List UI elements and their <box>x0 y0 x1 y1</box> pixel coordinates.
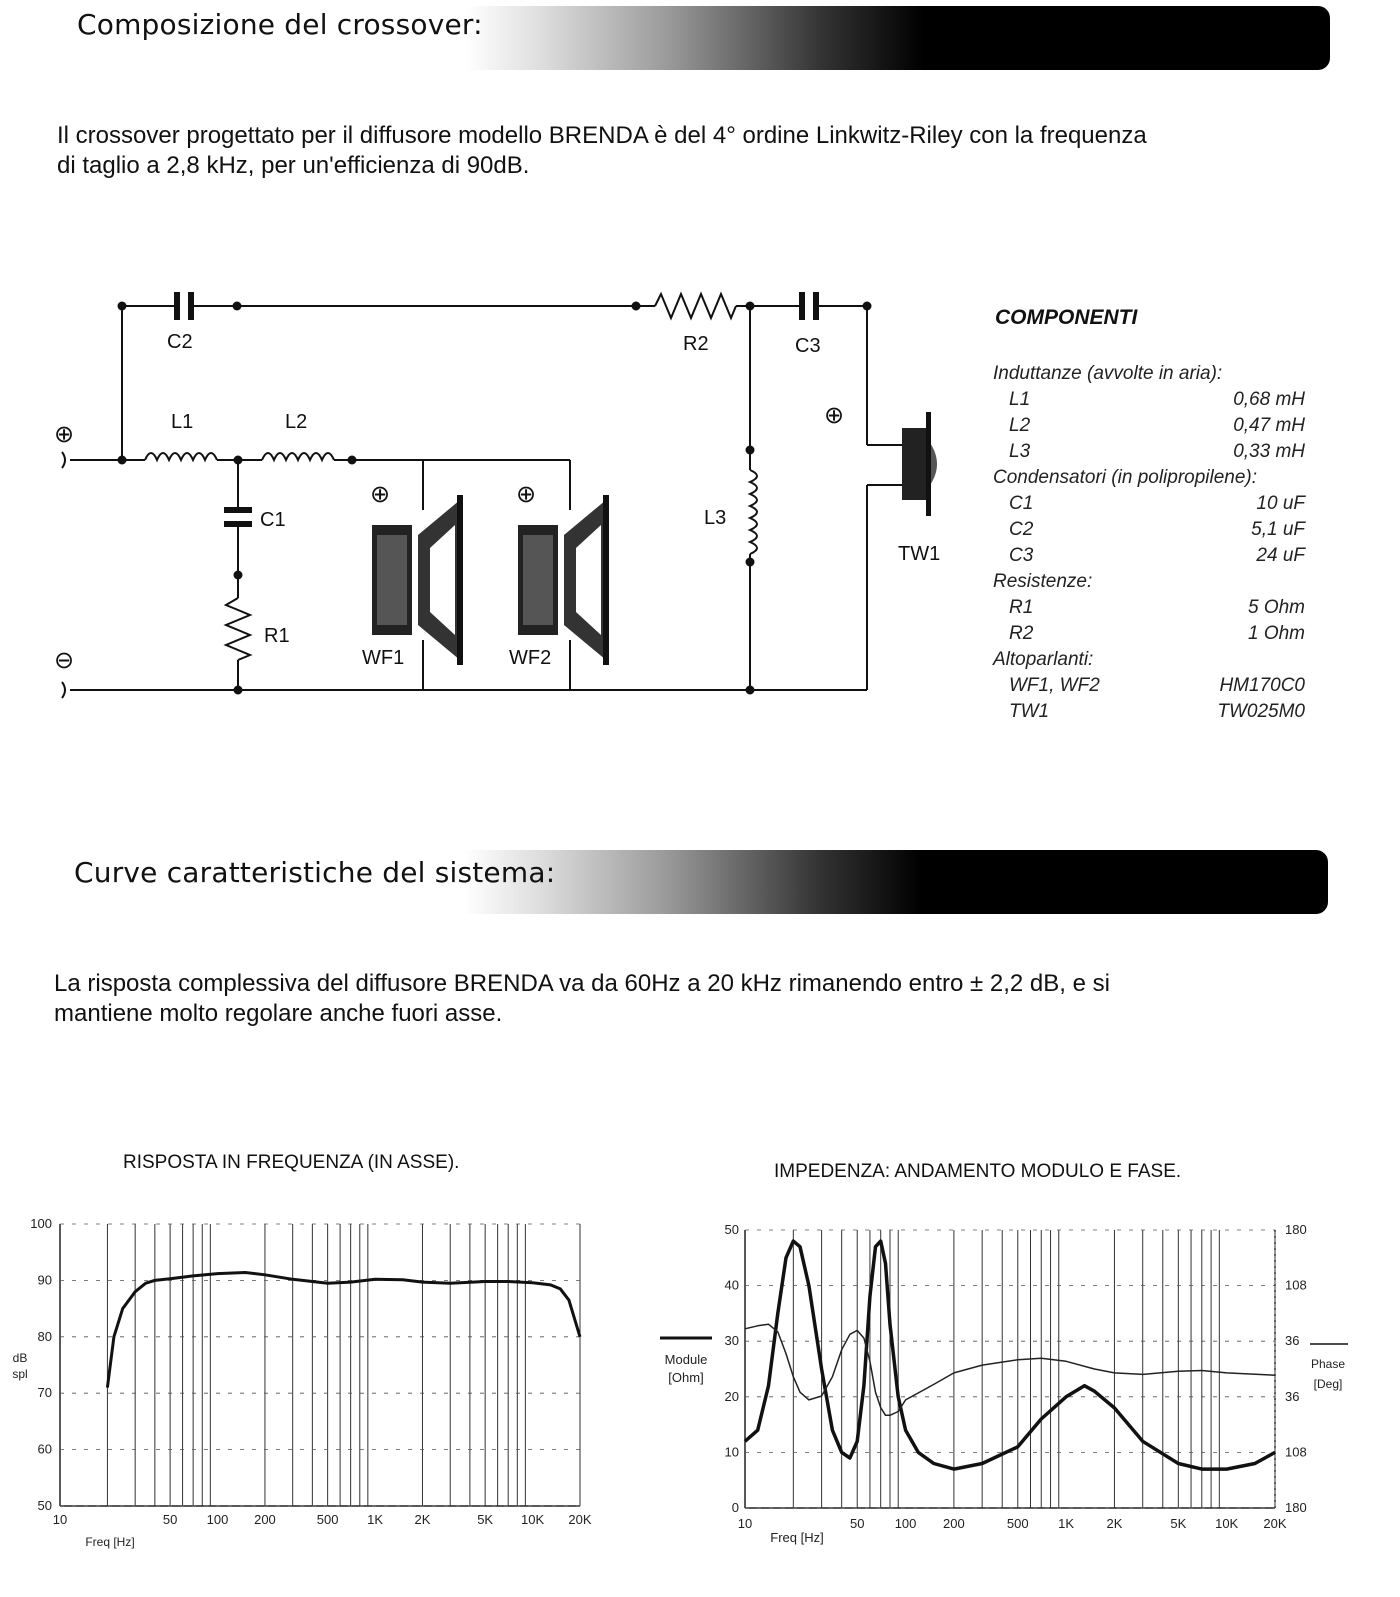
component-name: Altoparlanti: <box>993 649 1094 670</box>
component-row <box>993 491 1305 517</box>
curves-description: La risposta complessiva del diffusore BRENDA va da 60Hz a 20 kHz rimanendo entro ± 2,2 dB, e si mantiene molto regolare anche fuori asse. <box>54 970 1110 1027</box>
x-tick-label: 5K <box>477 1512 494 1527</box>
label-l1: L1 <box>171 411 194 433</box>
plus-tw1-icon: ⊕ <box>824 402 845 429</box>
y-tick-label: 70 <box>37 1385 52 1401</box>
plus-wf2-icon: ⊕ <box>516 481 537 508</box>
x-tick-label: 500 <box>1006 1516 1029 1531</box>
component-row <box>993 439 1305 465</box>
label-r1: R1 <box>264 625 290 647</box>
component-value: 5,1 uF <box>1251 519 1305 540</box>
woofer-wf2-icon <box>518 495 609 665</box>
component-value: TW025M0 <box>1217 701 1305 722</box>
impedance-chart <box>650 1210 1370 1590</box>
x-tick-label: 20K <box>1263 1516 1287 1531</box>
phase-series-line <box>745 1324 1275 1415</box>
x-tick-label: 200 <box>254 1512 276 1527</box>
component-value: 1 Ohm <box>1247 623 1305 644</box>
component-name: R1 <box>1009 597 1034 618</box>
component-name: L2 <box>1009 415 1031 436</box>
y-right-tick-label: 36 <box>1285 1333 1300 1349</box>
component-group-header <box>993 569 1305 595</box>
component-name: TW1 <box>1009 701 1050 722</box>
woofer-wf1-icon <box>372 495 463 665</box>
components-title: COMPONENTI <box>995 306 1138 329</box>
component-name: Condensatori (in polipropilene): <box>993 467 1258 488</box>
x-tick-label: 10K <box>1215 1516 1239 1531</box>
y-left-tick-label: 20 <box>724 1388 739 1404</box>
y-right-tick-label: 36 <box>1285 1388 1300 1404</box>
y-tick-label: 60 <box>37 1441 52 1457</box>
component-group-header <box>993 361 1305 387</box>
component-value: HM170C0 <box>1219 675 1305 696</box>
x-tick-label: 20K <box>568 1512 592 1527</box>
x-tick-label: 2K <box>1106 1516 1123 1531</box>
frequency-response-chart <box>0 1210 600 1590</box>
label-c3: C3 <box>795 335 821 357</box>
component-group-header <box>993 647 1305 673</box>
y-right-tick-label: 180 <box>1285 1222 1307 1237</box>
component-name: L1 <box>1009 389 1031 410</box>
y-right-tick-label: 180 <box>1285 1500 1307 1515</box>
y-tick-label: 80 <box>37 1328 52 1344</box>
component-row <box>993 621 1305 647</box>
component-row <box>993 699 1305 725</box>
label-c1: C1 <box>260 509 286 531</box>
crossover-description: Il crossover progettato per il diffusore modello BRENDA è del 4° ordine Linkwitz-Riley con la frequenza di taglio a 2,8 kHz, per un'efficienza di 90dB. <box>57 122 1147 179</box>
component-row <box>993 413 1305 439</box>
label-wf2: WF2 <box>509 647 552 669</box>
component-row <box>993 595 1305 621</box>
y-left-tick-label: 50 <box>724 1222 739 1237</box>
component-value: 5 Ohm <box>1247 597 1305 618</box>
y-right-axis-label: Phase <box>1310 1357 1346 1371</box>
y-tick-label: 90 <box>37 1272 52 1288</box>
y-left-tick-label: 40 <box>724 1277 739 1293</box>
component-value: 10 uF <box>1256 493 1305 514</box>
components-list <box>993 361 1305 725</box>
component-name: R2 <box>1009 623 1034 644</box>
x-tick-label: 1K <box>367 1512 384 1527</box>
y-axis-label: dB <box>12 1351 28 1365</box>
x-axis-label: Freq [Hz] <box>770 1530 824 1545</box>
x-tick-label: 50 <box>849 1516 865 1531</box>
x-tick-label: 50 <box>162 1512 178 1527</box>
y-tick-label: 100 <box>30 1216 52 1231</box>
x-tick-label: 500 <box>316 1512 339 1527</box>
component-name: WF1, WF2 <box>1009 675 1100 696</box>
component-row <box>993 673 1305 699</box>
component-name: Induttanze (avvolte in aria): <box>993 363 1223 384</box>
component-value: 24 uF <box>1256 545 1305 566</box>
y-tick-label: 50 <box>37 1498 52 1513</box>
component-row <box>993 517 1305 543</box>
component-value: 0,68 mH <box>1233 389 1305 410</box>
label-l3: L3 <box>704 507 727 529</box>
plus-terminal-icon: ⊕ <box>54 421 75 448</box>
label-l2: L2 <box>285 411 308 433</box>
component-value: 0,33 mH <box>1233 441 1305 462</box>
y-left-tick-label: 10 <box>724 1444 739 1460</box>
response-series-line <box>107 1273 580 1388</box>
chart-title-impedance: IMPEDENZA: ANDAMENTO MODULO E FASE. <box>774 1161 1182 1182</box>
y-right-tick-label: 108 <box>1285 1444 1307 1460</box>
x-axis-label: Freq [Hz] <box>85 1535 135 1549</box>
module-series-line <box>745 1241 1275 1469</box>
component-group-header <box>993 465 1305 491</box>
component-row <box>993 543 1305 569</box>
x-tick-label: 1K <box>1058 1516 1075 1531</box>
label-c2: C2 <box>167 331 193 353</box>
section-title-crossover: Composizione del crossover: <box>77 8 483 41</box>
component-name: C1 <box>1009 493 1034 514</box>
x-tick-label: 10 <box>52 1512 68 1527</box>
y-axis-label: spl <box>12 1367 28 1381</box>
y-right-axis-label: [Deg] <box>1313 1377 1343 1391</box>
component-name: Resistenze: <box>993 571 1093 592</box>
x-tick-label: 200 <box>943 1516 965 1531</box>
component-value: 0,47 mH <box>1233 415 1305 436</box>
x-tick-label: 5K <box>1170 1516 1187 1531</box>
x-tick-label: 10 <box>737 1516 753 1531</box>
y-left-axis-label: [Ohm] <box>668 1370 704 1385</box>
label-wf1: WF1 <box>362 647 405 669</box>
component-name: C3 <box>1009 545 1034 566</box>
y-left-tick-label: 30 <box>724 1333 739 1349</box>
chart-title-frequency: RISPOSTA IN FREQUENZA (IN ASSE). <box>123 1152 460 1173</box>
x-tick-label: 10K <box>521 1512 545 1527</box>
component-name: L3 <box>1009 441 1031 462</box>
label-r2: R2 <box>683 333 709 355</box>
y-left-axis-label: Module <box>664 1352 708 1367</box>
crossover-schematic <box>40 280 980 740</box>
minus-terminal-icon: ⊖ <box>54 647 75 674</box>
component-name: C2 <box>1009 519 1034 540</box>
section-title-curves: Curve caratteristiche del sistema: <box>74 856 556 889</box>
x-tick-label: 2K <box>414 1512 431 1527</box>
tweeter-tw1-icon <box>902 412 937 516</box>
x-tick-label: 100 <box>206 1512 229 1527</box>
y-right-tick-label: 108 <box>1285 1277 1307 1293</box>
component-row <box>993 387 1305 413</box>
plus-wf1-icon: ⊕ <box>370 481 391 508</box>
y-left-tick-label: 0 <box>731 1500 739 1515</box>
x-tick-label: 100 <box>894 1516 917 1531</box>
label-tw1: TW1 <box>898 543 941 565</box>
